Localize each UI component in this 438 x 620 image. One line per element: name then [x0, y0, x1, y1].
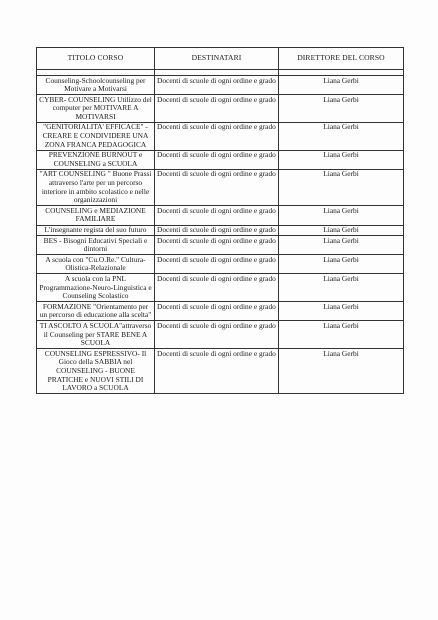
course-title-cell: TI ASCOLTO A SCUOLA"attraverso il Counseling per STARE BENE A SCUOLA: [37, 321, 155, 349]
table-header-row: [37, 48, 404, 70]
table-row: [37, 302, 404, 321]
director-cell: Liana Gerbi: [279, 274, 404, 302]
course-title-cell: PREVENZIONE BURNOUT e COUNSELING a SCUOLA: [37, 150, 155, 169]
recipients-cell: Docenti di scuole di ogni ordine e grado: [155, 236, 279, 255]
recipients-cell: Docenti di scuole di ogni ordine e grado: [155, 95, 279, 123]
recipients-cell: Docenti di scuole di ogni ordine e grado: [155, 255, 279, 274]
table-row: [37, 236, 404, 255]
recipients-cell: Docenti di scuole di ogni ordine e grado: [155, 76, 279, 95]
recipients-cell: Docenti di scuole di ogni ordine e grado: [155, 274, 279, 302]
director-cell: Liana Gerbi: [279, 349, 404, 394]
table-row: [37, 76, 404, 95]
recipients-cell: Docenti di scuole di ogni ordine e grado: [155, 225, 279, 236]
director-cell: Liana Gerbi: [279, 225, 404, 236]
director-cell: Liana Gerbi: [279, 76, 404, 95]
courses-table: [36, 47, 404, 394]
table-row: [37, 150, 404, 169]
table-row: [37, 169, 404, 205]
header-director: DIRETTORE DEL CORSO: [279, 48, 404, 70]
director-cell: Liana Gerbi: [279, 122, 404, 150]
course-title-cell: COUNSELING e MEDIAZIONE FAMILIARE: [37, 206, 155, 225]
table-row: [37, 122, 404, 150]
director-cell: Liana Gerbi: [279, 302, 404, 321]
course-title-cell: "ART COUNSELING " Buone Prassi attraverso l'arte per un percorso interiore in ambito scolastico e nelle organizzazioni: [37, 169, 155, 205]
header-title: TITOLO CORSO: [37, 48, 155, 70]
table-body: [37, 76, 404, 394]
director-cell: Liana Gerbi: [279, 169, 404, 205]
director-cell: Liana Gerbi: [279, 255, 404, 274]
table-row: [37, 321, 404, 349]
course-title-cell: A scuola con la PNL Programmazione-Neuro-Linguistica e Counseling Scolastico: [37, 274, 155, 302]
recipients-cell: Docenti di scuole di ogni ordine e grado: [155, 349, 279, 394]
recipients-cell: Docenti di scuole di ogni ordine e grado: [155, 150, 279, 169]
table-row: [37, 349, 404, 394]
table-row: [37, 225, 404, 236]
director-cell: Liana Gerbi: [279, 150, 404, 169]
course-title-cell: CYBER- COUNSELING Utilizzo del computer per MOTIVARE A MOTIVARSI: [37, 95, 155, 123]
course-title-cell: Counseling-Schoolcounseling per Motivare a Motivarsi: [37, 76, 155, 95]
director-cell: Liana Gerbi: [279, 321, 404, 349]
director-cell: Liana Gerbi: [279, 95, 404, 123]
course-title-cell: COUNSELING ESPRESSIVO- Il Gioco della SABBIA nel COUNSELING - BUONE PRATICHE e NUOVI STILI DI LAVORO a SCUOLA: [37, 349, 155, 394]
course-title-cell: FORMAZIONE "Orientamento per un percorso di educazione alla scelta": [37, 302, 155, 321]
header-recipients: DESTINATARI: [155, 48, 279, 70]
course-title-cell: A scuola con "Cu.O.Re." Cultura-Olistica-Relazionale: [37, 255, 155, 274]
recipients-cell: Docenti di scuole di ogni ordine e grado: [155, 169, 279, 205]
course-title-cell: "GENITORIALITA' EFFICACE" -CREARE E CONDIVIDERE UNA ZONA FRANCA PEDAGOGICA: [37, 122, 155, 150]
table-row: [37, 206, 404, 225]
recipients-cell: Docenti di scuole di ogni ordine e grado: [155, 302, 279, 321]
course-title-cell: BES - Bisogni Educativi Speciali e dintorni: [37, 236, 155, 255]
recipients-cell: Docenti di scuole di ogni ordine e grado: [155, 206, 279, 225]
director-cell: Liana Gerbi: [279, 236, 404, 255]
director-cell: Liana Gerbi: [279, 206, 404, 225]
table-row: [37, 255, 404, 274]
recipients-cell: Docenti di scuole di ogni ordine e grado: [155, 122, 279, 150]
table-row: [37, 95, 404, 123]
recipients-cell: Docenti di scuole di ogni ordine e grado: [155, 321, 279, 349]
table-row: [37, 274, 404, 302]
course-title-cell: L'insegnante regista del suo futuro: [37, 225, 155, 236]
